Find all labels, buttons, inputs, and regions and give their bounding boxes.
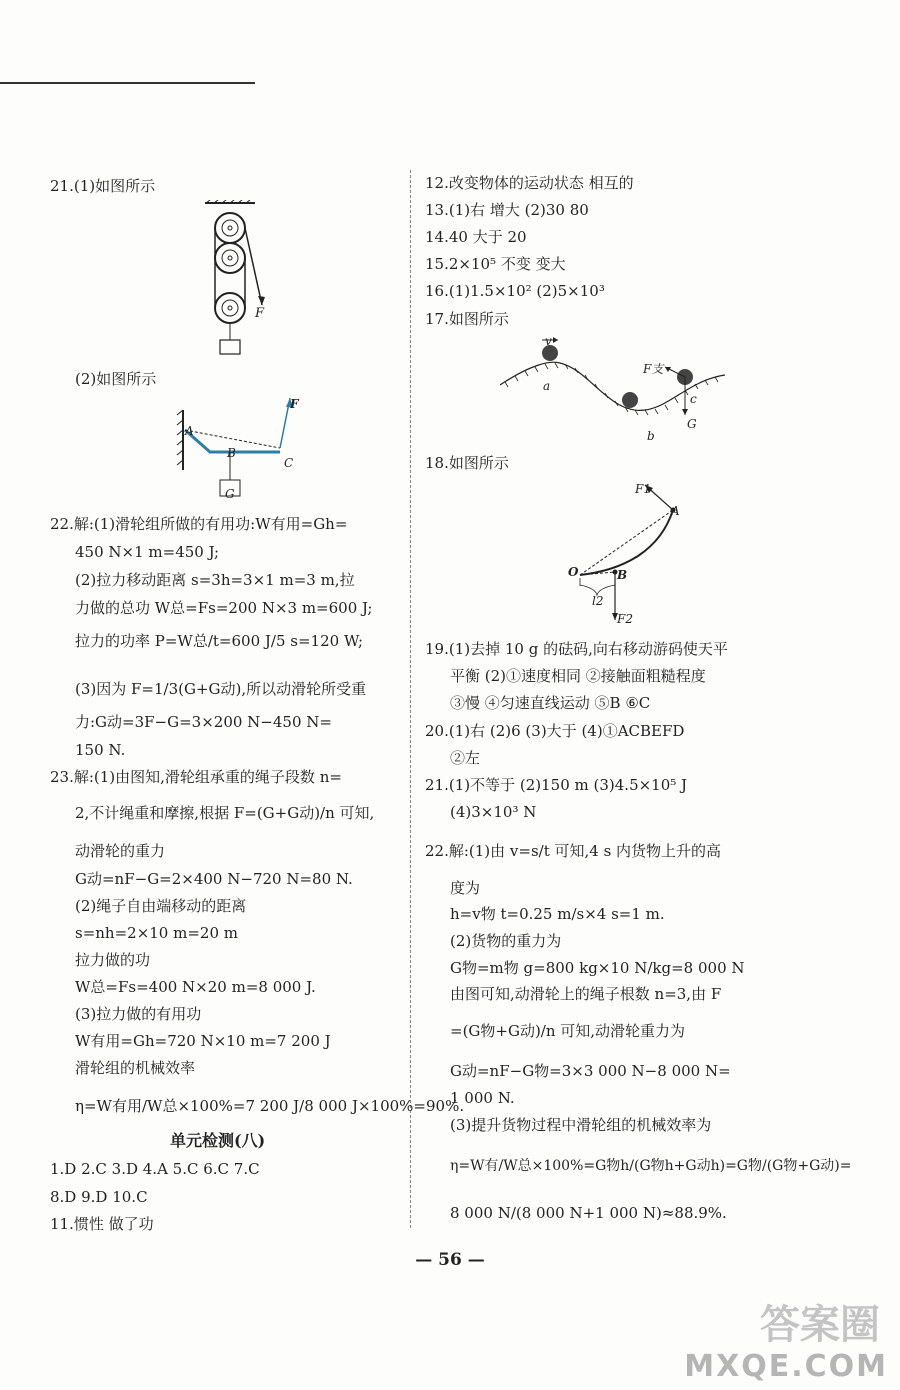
q22r-line: G动=nF−G物=3×3 000 N−8 000 N= (450, 1062, 731, 1080)
q22r-line: (3)提升货物过程中滑轮组的机械效率为 (450, 1116, 712, 1134)
q23-line: G动=nF−G=2×400 N−720 N=80 N. (75, 870, 353, 888)
column-divider (410, 170, 411, 1228)
q22-line: (3)因为 F=1/3(G+G动),所以动滑轮所受重 (75, 680, 367, 698)
q19-line: 19.(1)去掉 10 g 的砝码,向右移动游码使天平 (425, 640, 728, 658)
q23-line: (2)绳子自由端移动的距离 (75, 897, 247, 915)
lever-a-label: A (185, 424, 194, 438)
track-c-label: c (690, 392, 697, 406)
q22-line: 力做的总功 W总=Fs=200 N×3 m=600 J; (75, 599, 373, 617)
watermark-text: MXQE.COM (684, 1349, 888, 1384)
q22r-line: =(G物+G动)/n 可知,动滑轮重力为 (450, 1022, 686, 1040)
q22r-line: h=v物 t=0.25 m/s×4 s=1 m. (450, 905, 665, 923)
track-a-label: a (543, 379, 551, 393)
right-line: 17.如图所示 (425, 310, 509, 328)
q21-line: 21.(1)不等于 (2)150 m (3)4.5×10⁵ J (425, 776, 688, 794)
q22r-line: 8 000 N/(8 000 N+1 000 N)≈88.9%. (450, 1204, 727, 1222)
q21-line: (4)3×10³ N (450, 803, 537, 821)
right-line: 13.(1)右 增大 (2)30 80 (425, 201, 589, 219)
lever-c-label: C (284, 456, 294, 470)
q22r-line: 由图可知,动滑轮上的绳子根数 n=3,由 F (450, 985, 722, 1003)
q21-1-text: 21.(1)如图所示 (50, 177, 156, 195)
pulley-figure (200, 200, 280, 360)
answer-line: 8.D 9.D 10.C (50, 1188, 148, 1206)
lever2-o-label: O (568, 565, 579, 579)
q23-line: (3)拉力做的有用功 (75, 1005, 202, 1023)
lever-f-label: F (290, 397, 299, 411)
q22r-line: η=W有/W总×100%=G物h/(G物h+G动h)=G物/(G物+G动)= (450, 1158, 852, 1174)
q23-line: s=nh=2×10 m=20 m (75, 924, 238, 942)
q23-line: W有用=Gh=720 N×10 m=7 200 J (75, 1032, 331, 1050)
track-f-label: F支 (643, 362, 664, 376)
lever2-a-label: A (671, 504, 680, 518)
page-number: — 56 — (415, 1250, 485, 1270)
track-v-label: v (545, 334, 552, 348)
q19-line: 平衡 (2)①速度相同 ②接触面粗糙程度 (450, 667, 706, 685)
pulley-force-label: F (255, 306, 265, 321)
q22-line: 22.解:(1)滑轮组所做的有用功:W有用=Gh= (50, 515, 348, 533)
lever2-f2-label: F2 (617, 612, 633, 626)
q23-line: 2,不计绳重和摩擦,根据 F=(G+G动)/n 可知, (75, 804, 375, 822)
lever-b-label: B (227, 446, 236, 460)
right-line: 12.改变物体的运动状态 相互的 (425, 174, 634, 192)
answer-line: 11.惯性 做了功 (50, 1215, 154, 1233)
q22r-line: G物=m物 g=800 kg×10 N/kg=8 000 N (450, 959, 745, 977)
unit-title: 单元检测(八) (170, 1131, 266, 1150)
q22-line: 力:G动=3F−G=3×200 N−450 N= (75, 713, 332, 731)
q20-line: ②左 (450, 749, 481, 767)
lever2-b-label: B (617, 568, 628, 582)
q22-line: 450 N×1 m=450 J; (75, 543, 220, 561)
q19-line: ③慢 ④匀速直线运动 ⑤B ⑥C (450, 694, 651, 712)
track-b-label: b (647, 429, 655, 443)
top-rule (0, 82, 255, 84)
q22-line: 拉力的功率 P=W总/t=600 J/5 s=120 W; (75, 632, 364, 650)
right-line: 16.(1)1.5×10² (2)5×10³ (425, 282, 605, 300)
q23-line: 动滑轮的重力 (75, 842, 166, 860)
q23-line: 23.解:(1)由图知,滑轮组承重的绳子段数 n= (50, 768, 342, 786)
q22r-line: (2)货物的重力为 (450, 932, 562, 950)
q23-line: η=W有用/W总×100%=7 200 J/8 000 J×100%=90%. (75, 1097, 465, 1115)
q22-line: (2)拉力移动距离 s=3h=3×1 m=3 m,拉 (75, 571, 355, 589)
watermark-logo: 答案圈 (760, 1302, 880, 1348)
right-line: 15.2×10⁵ 不变 变大 (425, 255, 566, 273)
q21-2-text: (2)如图所示 (75, 370, 157, 388)
lever2-f1-label: F1 (635, 482, 651, 496)
lever-g-label: G (225, 487, 235, 501)
q22r-line: 度为 (450, 879, 481, 897)
q22-line: 150 N. (75, 741, 126, 759)
q20-line: 20.(1)右 (2)6 (3)大于 (4)①ACBEFD (425, 722, 685, 740)
lever2-l2-label: l2 (592, 594, 604, 608)
right-line: 14.40 大于 20 (425, 228, 527, 246)
q23-line: 滑轮组的机械效率 (75, 1059, 196, 1077)
q23-line: 拉力做的功 (75, 951, 151, 969)
q22r-line: 1 000 N. (450, 1089, 515, 1107)
q22r-line: 22.解:(1)由 v=s/t 可知,4 s 内货物上升的高 (425, 842, 722, 860)
answer-line: 1.D 2.C 3.D 4.A 5.C 6.C 7.C (50, 1160, 260, 1178)
q18-text: 18.如图所示 (425, 454, 509, 472)
q23-line: W总=Fs=400 N×20 m=8 000 J. (75, 978, 316, 996)
track-g-label: G (687, 417, 697, 431)
